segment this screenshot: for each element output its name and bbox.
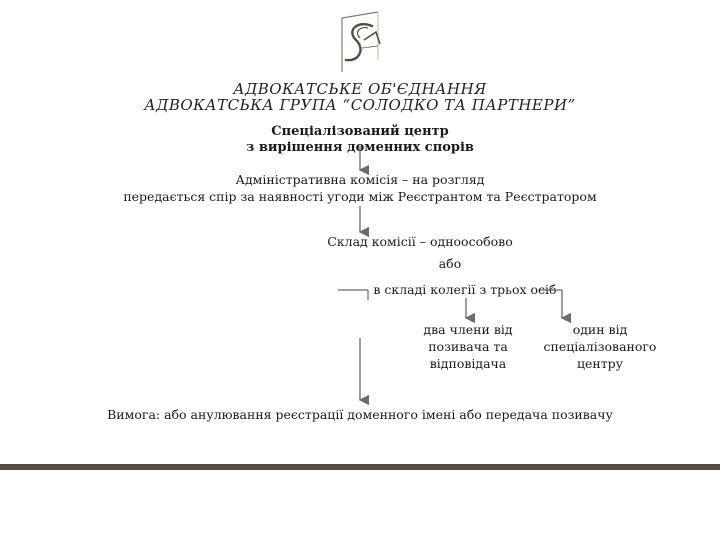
firm-name-line2: АДВОКАТСЬКА ГРУПА “СОЛОДКО ТА ПАРТНЕРИ” bbox=[144, 96, 576, 114]
bottom-bar bbox=[0, 464, 720, 470]
commission-line2: передається спір за наявності угоди між Реєстрантом та Реєстратором bbox=[123, 189, 597, 204]
members-right-3: центру bbox=[576, 356, 624, 371]
requirement-text: Вимога: або анулювання реєстрації доменного імені або передача позивачу bbox=[107, 407, 613, 422]
firm-name-line1: АДВОКАТСЬКЕ ОБ'ЄДНАННЯ bbox=[233, 80, 487, 98]
firm-logo bbox=[328, 10, 392, 76]
members-left-3: відповідача bbox=[429, 356, 507, 371]
members-right-1: один від bbox=[572, 322, 628, 337]
commission-line1: Адміністративна комісія – на розгляд bbox=[235, 172, 485, 187]
members-left-2: позивача та bbox=[428, 339, 508, 354]
composition-line2: в складі колегії з трьох осіб bbox=[373, 282, 557, 297]
composition-line1: Склад комісії – одноособово bbox=[327, 234, 513, 249]
composition-or: або bbox=[438, 256, 462, 271]
center-title-line1: Спеціалізований центр bbox=[271, 124, 449, 139]
members-right-2: спеціалізованого bbox=[543, 339, 657, 354]
members-left-1: два члени від bbox=[423, 322, 513, 337]
center-title-line2: з вирішення доменних спорів bbox=[246, 140, 474, 155]
